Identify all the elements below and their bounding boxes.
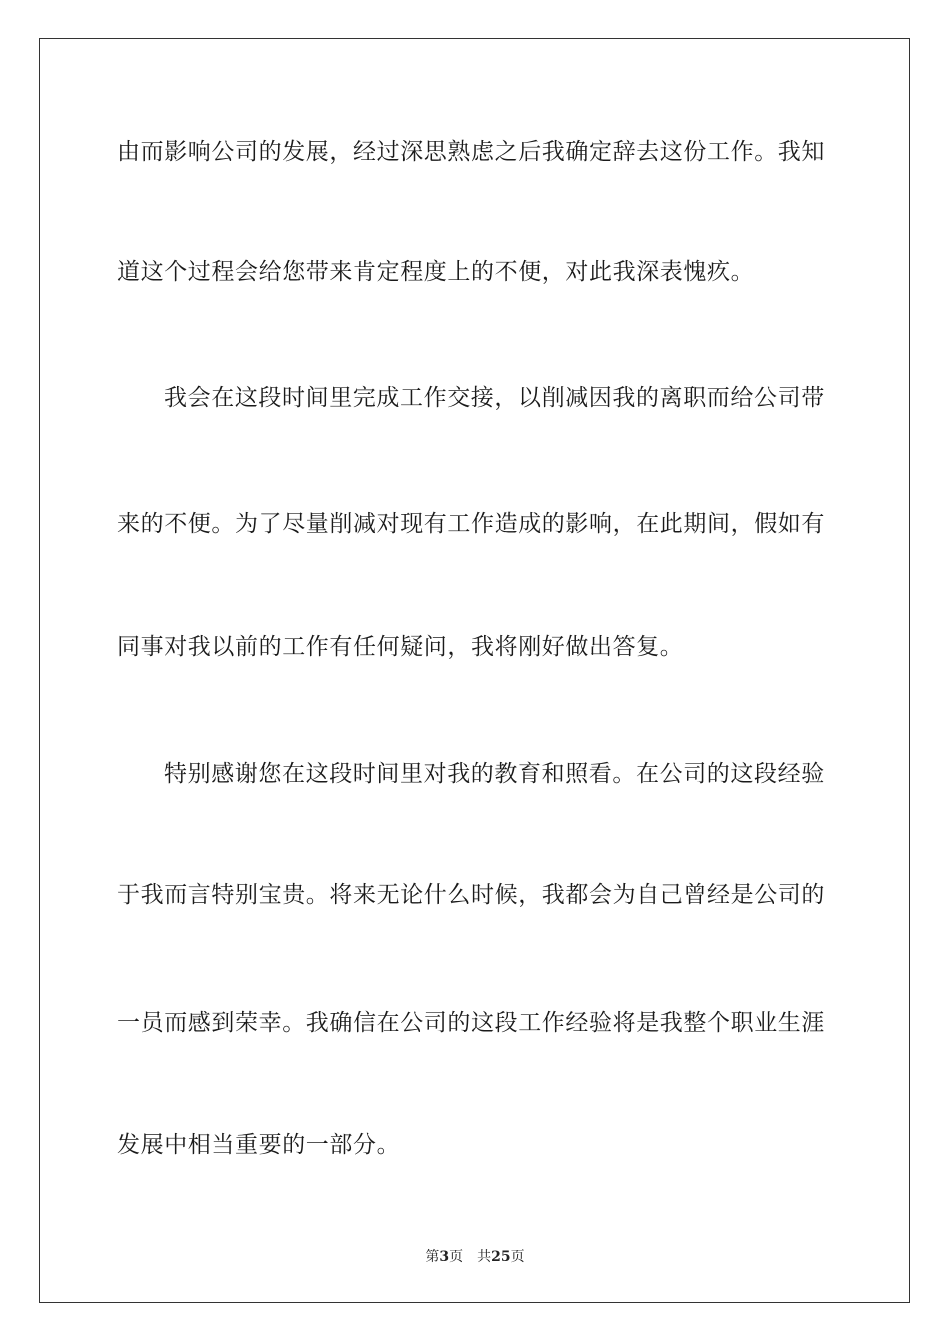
paragraph-line: 一员而感到荣幸。我确信在公司的这段工作经验将是我整个职业生涯 [117,1010,825,1036]
paragraph-line: 同事对我以前的工作有任何疑问，我将刚好做出答复。 [117,634,684,660]
paragraph-line: 由而影响公司的发展，经过深思熟虑之后我确定辞去这份工作。我知 [117,139,825,165]
page-prefix: 第 [425,1249,440,1265]
paragraph-line: 道这个过程会给您带来肯定程度上的不便，对此我深表愧疚。 [117,259,755,285]
total-suffix: 页 [510,1249,525,1265]
paragraph-line: 特别感谢您在这段时间里对我的教育和照看。在公司的这段经验 [164,761,825,787]
paragraph-line: 于我而言特别宝贵。将来无论什么时候，我都会为自己曾经是公司的 [117,882,825,908]
page-number: 3 [439,1249,450,1265]
total-pages: 25 [491,1249,511,1265]
paragraph-line: 来的不便。为了尽量削减对现有工作造成的影响，在此期间，假如有 [117,511,825,537]
page-suffix: 页 [449,1249,464,1265]
paragraph-line: 我会在这段时间里完成工作交接，以削减因我的离职而给公司带 [164,385,825,411]
page-border [39,38,910,1303]
total-prefix: 共 [477,1249,492,1265]
page-footer [0,1248,950,1266]
paragraph-line: 发展中相当重要的一部分。 [117,1132,401,1158]
